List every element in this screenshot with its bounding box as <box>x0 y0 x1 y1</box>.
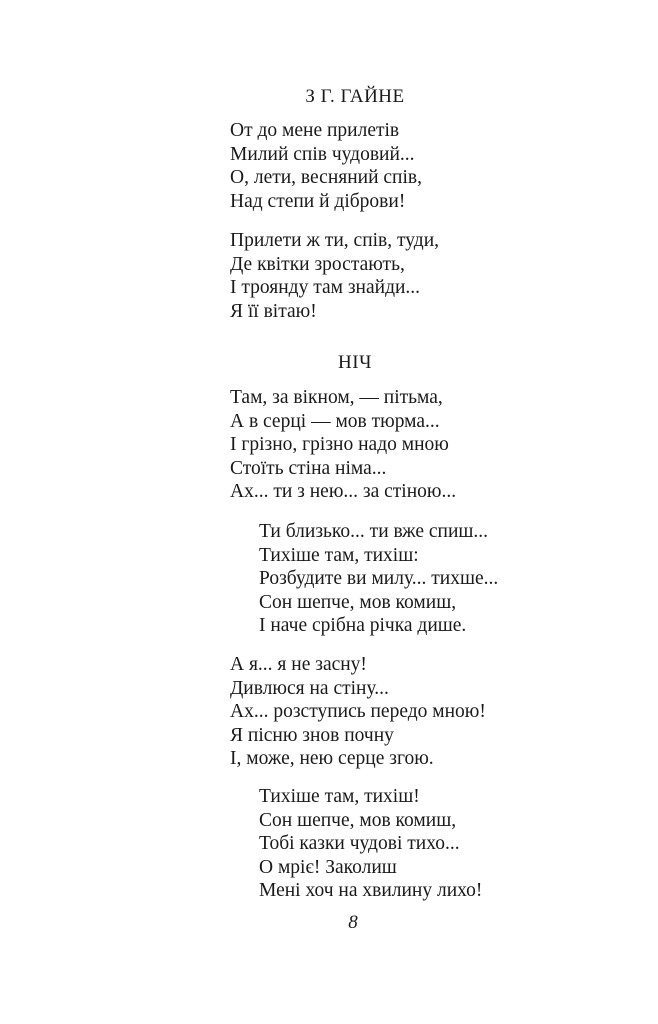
poem-line: Тихіше там, тихіш: <box>259 544 419 566</box>
poem-line: І грізно, грізно надо мною <box>230 434 449 456</box>
poem-line: І, може, нею серце згою. <box>230 748 434 770</box>
poem-line: І наче срібна річка дише. <box>259 615 467 637</box>
stanza <box>259 785 482 903</box>
poem-line: Над степи й діброви! <box>230 190 406 212</box>
poem-line: І троянду там знайди... <box>230 277 421 299</box>
poem-line: А я... я не засну! <box>230 654 367 675</box>
poem-title: З Г. ГАЙНЕ <box>305 86 405 107</box>
poem-line: Ах... ти з нею... за стіною... <box>230 481 457 503</box>
poem-line: Прилети ж ти, спів, туди, <box>230 230 440 251</box>
poem-title: НІЧ <box>338 352 372 373</box>
poem-line: Тихіше там, тихіш! <box>259 786 420 807</box>
stanza <box>230 229 439 323</box>
stanza <box>259 520 498 638</box>
poem-line: Там, за вікном, — пітьма, <box>230 387 443 408</box>
poem-line: О, лети, весняний спів, <box>230 167 422 189</box>
page-number: 8 <box>348 912 358 933</box>
stanza <box>230 386 456 504</box>
poem-line: Де квітки зростають, <box>230 253 405 275</box>
poem-line: Сон шепче, мов комиш, <box>259 809 457 831</box>
poem-line: Тобі казки чудові тихо... <box>259 833 460 855</box>
poem-line: Я пісню знов почну <box>230 724 394 746</box>
poem-line: Ти близько... ти вже спиш... <box>259 521 489 542</box>
poem-line: Ах... розступись передо мною! <box>230 701 486 723</box>
poem-line: Розбудите ви милу... тихше... <box>259 568 499 590</box>
poem-line: О мріє! Заколиш <box>259 856 397 878</box>
poem-line: От до мене прилетів <box>230 120 400 141</box>
poem-line: Милий спів чудовий... <box>230 143 415 165</box>
poem-line: Я її вітаю! <box>230 300 317 322</box>
stanza <box>230 653 486 771</box>
stanza <box>230 119 422 213</box>
poem-line: Мені хоч на хвилину лихо! <box>259 880 483 902</box>
poem-line: А в серці — мов тюрма... <box>230 410 440 432</box>
poem-line: Стоїть стіна німа... <box>230 457 387 479</box>
poem-line: Сон шепче, мов комиш, <box>259 591 457 613</box>
poem-line: Дивлюся на стіну... <box>230 677 389 699</box>
